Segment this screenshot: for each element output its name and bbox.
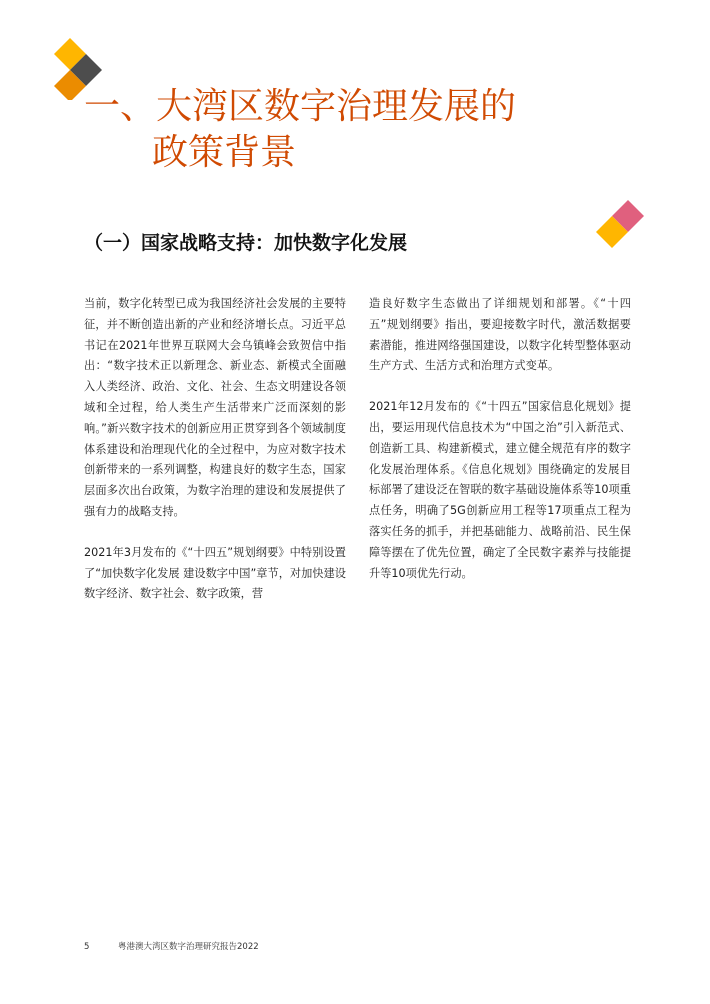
page-footer	[84, 940, 259, 954]
section-title: （一）国家战略支持：加快数字化发展	[84, 232, 408, 254]
decorative-logo-top-right	[592, 198, 644, 250]
chapter-title	[84, 84, 604, 176]
report-title: 粤港澳大湾区数字治理研究报告2022	[118, 942, 259, 952]
paragraph: 2021年12月发布的《“十四五”国家信息化规划》提出，要运用现代信息技术为“中国之治”引入新范式、创造新工具、构建新模式，建立健全规范有序的数字化发展治理体系。《信息化规划》围绕确定的发展目标部署了建设泛在智联的数字基础设施体系等10项重点任务，明确了5G创新应用工程等17项重点工程为落实任务的抓手，并把基础能力、战略前沿、民生保障等摆在了优先位置，确定了全民数字素养与技能提升等10项优先行动。	[369, 400, 631, 580]
chapter-title-line1: 一、大湾区数字治理发展的	[84, 86, 517, 127]
body-column-left	[84, 294, 346, 625]
body-column-right	[369, 294, 631, 604]
paragraph: 造良好数字生态做出了详细规划和部署。《“十四五”规划纲要》指出，要迎接数字时代，激活数据要素潜能，推进网络强国建设，以数字化转型整体驱动生产方式、生活方式和治理方式变革。	[369, 297, 631, 373]
paragraph: 2021年3月发布的《“十四五”规划纲要》中特别设置了“加快数字化发展 建设数字中国”章节，对加快建设数字经济、数字社会、数字政策，营	[84, 545, 346, 601]
page-number: 5	[84, 942, 90, 952]
paragraph: 当前，数字化转型已成为我国经济社会发展的主要特征，并不断创造出新的产业和经济增长点。习近平总书记在2021年世界互联网大会乌镇峰会致贺信中指出：“数字技术正以新理念、新业态、新模式全面融入人类经济、政治、文化、社会、生态文明建设各领域和全过程，给人类生产生活带来广泛而深刻的影响。”新兴数字技术的创新应用正贯穿到各个领域制度体系建设和治理现代化的全过程中，为应对数字技术创新带来的一系列调整，构建良好的数字生态，国家层面多次出台政策，为数字治理的建设和发展提供了强有力的战略支持。	[84, 297, 346, 518]
chapter-title-line2: 政策背景	[152, 132, 297, 173]
